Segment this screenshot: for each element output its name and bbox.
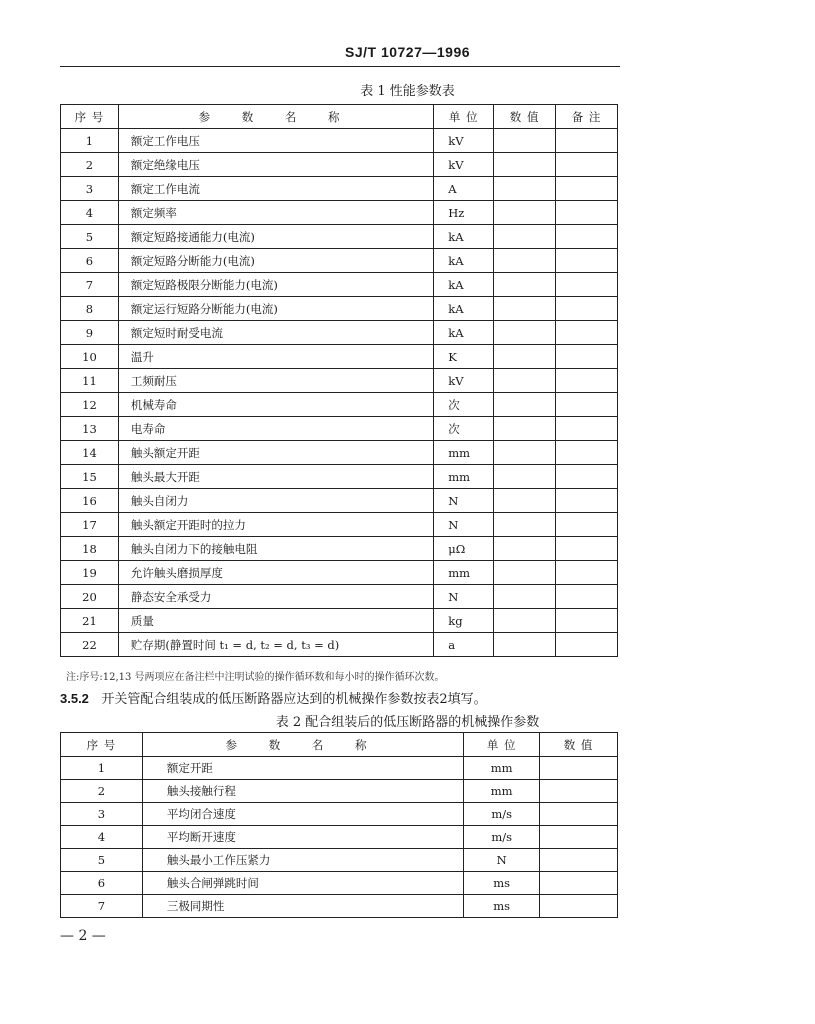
table1-cell-remark	[556, 273, 618, 297]
table2-cell-no: 6	[61, 872, 143, 895]
table1-cell-value	[494, 585, 556, 609]
table2-caption: 表 2 配合组装后的低压断路器的机械操作参数	[275, 715, 540, 730]
table1-cell-value	[494, 465, 556, 489]
table1-cell-value	[494, 273, 556, 297]
table2-cell-name: 三极同期性	[142, 895, 463, 918]
table1-cell-value	[494, 369, 556, 393]
table1-header-unit: 单 位	[434, 105, 494, 129]
table1-cell-name: 额定短时耐受电流	[118, 321, 433, 345]
table1-cell-remark	[556, 633, 618, 657]
table2-cell-value	[540, 872, 618, 895]
table1-row	[61, 225, 618, 249]
table1-cell-unit: N	[434, 489, 494, 513]
table1-cell-remark	[556, 249, 618, 273]
table1-cell-name: 触头额定开距时的拉力	[118, 513, 433, 537]
table1-cell-name: 额定绝缘电压	[118, 153, 433, 177]
table1-cell-unit: kA	[434, 273, 494, 297]
table1-cell-value	[494, 225, 556, 249]
table2-cell-unit: ms	[464, 895, 540, 918]
table1-cell-value	[494, 537, 556, 561]
table2-row	[61, 803, 618, 826]
table2-header-value: 数 值	[540, 733, 618, 757]
table1-cell-unit: kA	[434, 321, 494, 345]
table2-cell-no: 1	[61, 757, 143, 780]
table1-cell-name: 温升	[118, 345, 433, 369]
table1-cell-value	[494, 345, 556, 369]
page-number: — 2 —	[60, 928, 106, 944]
table1-cell-unit: 次	[434, 393, 494, 417]
table1-row	[61, 129, 618, 153]
table1-row	[61, 489, 618, 513]
table2-cell-value	[540, 780, 618, 803]
table1-cell-remark	[556, 129, 618, 153]
table1-header-name: 参 数 名 称	[118, 105, 433, 129]
table1-cell-remark	[556, 393, 618, 417]
table1-row	[61, 177, 618, 201]
table1-cell-value	[494, 441, 556, 465]
table1-header-value: 数 值	[494, 105, 556, 129]
table1-cell-name: 额定工作电压	[118, 129, 433, 153]
table1-cell-no: 12	[61, 393, 119, 417]
table1-cell-unit: 次	[434, 417, 494, 441]
table1-cell-no: 21	[61, 609, 119, 633]
table1-cell-unit: kA	[434, 249, 494, 273]
table1-cell-no: 5	[61, 225, 119, 249]
table1-cell-name: 触头自闭力下的接触电阻	[118, 537, 433, 561]
table1-row	[61, 561, 618, 585]
table1-cell-name: 允许触头磨损厚度	[118, 561, 433, 585]
table2-cell-name: 触头接触行程	[142, 780, 463, 803]
table1-row	[61, 273, 618, 297]
table2-cell-unit: mm	[464, 780, 540, 803]
table1-cell-name: 工频耐压	[118, 369, 433, 393]
table1-cell-remark	[556, 465, 618, 489]
table1-cell-unit: mm	[434, 441, 494, 465]
table2-cell-unit: m/s	[464, 803, 540, 826]
table1-cell-remark	[556, 489, 618, 513]
section-3-5-2	[60, 688, 487, 707]
table1-cell-remark	[556, 537, 618, 561]
table2-header-no: 序 号	[61, 733, 143, 757]
table1-cell-name: 触头额定开距	[118, 441, 433, 465]
table1-cell-name: 静态安全承受力	[118, 585, 433, 609]
table2-row	[61, 826, 618, 849]
table1-cell-unit: N	[434, 513, 494, 537]
table2-cell-name: 额定开距	[142, 757, 463, 780]
table1-cell-remark	[556, 369, 618, 393]
table1-cell-no: 3	[61, 177, 119, 201]
table1-cell-remark	[556, 513, 618, 537]
table1-cell-no: 16	[61, 489, 119, 513]
table1-header-no: 序 号	[61, 105, 119, 129]
table1-cell-unit: N	[434, 585, 494, 609]
table1-cell-name: 额定工作电流	[118, 177, 433, 201]
table1-cell-value	[494, 153, 556, 177]
header-rule	[60, 66, 620, 67]
table1-row	[61, 369, 618, 393]
table1-row	[61, 441, 618, 465]
table2-cell-value	[540, 849, 618, 872]
table1-row	[61, 417, 618, 441]
table2-mechanical-parameters	[60, 732, 618, 918]
table1-cell-remark	[556, 345, 618, 369]
table2-cell-no: 5	[61, 849, 143, 872]
table1-cell-no: 6	[61, 249, 119, 273]
table2-row	[61, 849, 618, 872]
table2-row	[61, 872, 618, 895]
document-code: SJ/T 10727—1996	[344, 44, 471, 60]
table1-cell-unit: K	[434, 345, 494, 369]
table1-cell-no: 9	[61, 321, 119, 345]
table1-cell-unit: kV	[434, 153, 494, 177]
table1-cell-value	[494, 393, 556, 417]
table1-cell-value	[494, 633, 556, 657]
table1-cell-name: 机械寿命	[118, 393, 433, 417]
table1-caption: 表 1 性能参数表	[360, 84, 455, 99]
table1-cell-unit: kA	[434, 297, 494, 321]
table2-cell-name: 触头最小工作压紧力	[142, 849, 463, 872]
table1-cell-unit: kV	[434, 129, 494, 153]
table1-row	[61, 585, 618, 609]
table1-cell-no: 15	[61, 465, 119, 489]
table2-cell-no: 4	[61, 826, 143, 849]
table1-cell-remark	[556, 585, 618, 609]
table1-cell-remark	[556, 225, 618, 249]
table2-row	[61, 895, 618, 918]
table1-cell-remark	[556, 321, 618, 345]
table1-cell-value	[494, 201, 556, 225]
table1-cell-unit: mm	[434, 465, 494, 489]
table1-cell-name: 贮存期(静置时间 t₁ = d, t₂ = d, t₃ = d)	[118, 633, 433, 657]
table1-cell-unit: a	[434, 633, 494, 657]
table1-row	[61, 345, 618, 369]
table1-performance-parameters	[60, 104, 618, 657]
table1-cell-unit: μΩ	[434, 537, 494, 561]
table2-header-row	[61, 733, 618, 757]
table1-cell-no: 2	[61, 153, 119, 177]
table2-cell-name: 平均断开速度	[142, 826, 463, 849]
table1-row	[61, 321, 618, 345]
table1-cell-value	[494, 297, 556, 321]
table1-cell-unit: A	[434, 177, 494, 201]
table2-cell-value	[540, 757, 618, 780]
table1-cell-value	[494, 417, 556, 441]
table1-cell-value	[494, 513, 556, 537]
table1-row	[61, 609, 618, 633]
table1-cell-value	[494, 489, 556, 513]
table1-cell-unit: mm	[434, 561, 494, 585]
table2-cell-unit: m/s	[464, 826, 540, 849]
table1-cell-no: 17	[61, 513, 119, 537]
table1-row	[61, 393, 618, 417]
table2-row	[61, 780, 618, 803]
table2-cell-value	[540, 826, 618, 849]
table1-cell-name: 电寿命	[118, 417, 433, 441]
table1-cell-remark	[556, 153, 618, 177]
table1-cell-value	[494, 561, 556, 585]
table1-cell-remark	[556, 177, 618, 201]
table1-cell-no: 10	[61, 345, 119, 369]
table1-cell-unit: Hz	[434, 201, 494, 225]
table1-cell-remark	[556, 609, 618, 633]
table2-cell-no: 2	[61, 780, 143, 803]
table1-cell-no: 7	[61, 273, 119, 297]
table1-cell-no: 1	[61, 129, 119, 153]
table1-cell-value	[494, 609, 556, 633]
table2-header-name: 参 数 名 称	[142, 733, 463, 757]
table2-cell-no: 7	[61, 895, 143, 918]
table1-cell-name: 额定短路接通能力(电流)	[118, 225, 433, 249]
table1-row	[61, 465, 618, 489]
table1-header-remark: 备 注	[556, 105, 618, 129]
table1-cell-no: 19	[61, 561, 119, 585]
table1-cell-no: 20	[61, 585, 119, 609]
table1-cell-unit: kV	[434, 369, 494, 393]
table1-row	[61, 249, 618, 273]
table1-cell-no: 14	[61, 441, 119, 465]
section-text: 开关管配合组装成的低压断路器应达到的机械操作参数按表2填写。	[101, 692, 487, 707]
table1-cell-name: 额定运行短路分断能力(电流)	[118, 297, 433, 321]
table1-cell-no: 8	[61, 297, 119, 321]
table1-cell-no: 22	[61, 633, 119, 657]
table1-row	[61, 201, 618, 225]
table1-row	[61, 297, 618, 321]
table1-row	[61, 537, 618, 561]
table1-cell-value	[494, 249, 556, 273]
table1-cell-name: 额定短路分断能力(电流)	[118, 249, 433, 273]
table1-row	[61, 633, 618, 657]
table1-cell-no: 13	[61, 417, 119, 441]
table1-cell-remark	[556, 297, 618, 321]
table1-cell-unit: kg	[434, 609, 494, 633]
table1-note: 注:序号:12,13 号两项应在备注栏中注明试验的操作循环数和每小时的操作循环次数。	[66, 672, 445, 683]
table1-cell-remark	[556, 561, 618, 585]
table1-cell-name: 额定频率	[118, 201, 433, 225]
table1-header-row	[61, 105, 618, 129]
table1-cell-value	[494, 129, 556, 153]
table2-cell-name: 触头合闸弹跳时间	[142, 872, 463, 895]
section-number: 3.5.2	[60, 691, 89, 706]
table1-cell-unit: kA	[434, 225, 494, 249]
table1-cell-name: 质量	[118, 609, 433, 633]
table2-cell-unit: N	[464, 849, 540, 872]
table1-cell-name: 触头自闭力	[118, 489, 433, 513]
table1-row	[61, 513, 618, 537]
table1-cell-name: 触头最大开距	[118, 465, 433, 489]
table2-cell-unit: ms	[464, 872, 540, 895]
table1-row	[61, 153, 618, 177]
table1-cell-remark	[556, 441, 618, 465]
table1-cell-no: 4	[61, 201, 119, 225]
table2-cell-name: 平均闭合速度	[142, 803, 463, 826]
table2-row	[61, 757, 618, 780]
table1-cell-no: 18	[61, 537, 119, 561]
table2-cell-value	[540, 895, 618, 918]
table2-cell-unit: mm	[464, 757, 540, 780]
table2-cell-value	[540, 803, 618, 826]
table2-cell-no: 3	[61, 803, 143, 826]
table1-cell-name: 额定短路极限分断能力(电流)	[118, 273, 433, 297]
table1-cell-remark	[556, 201, 618, 225]
table1-cell-value	[494, 321, 556, 345]
table1-cell-no: 11	[61, 369, 119, 393]
table1-cell-value	[494, 177, 556, 201]
table1-cell-remark	[556, 417, 618, 441]
table2-header-unit: 单 位	[464, 733, 540, 757]
